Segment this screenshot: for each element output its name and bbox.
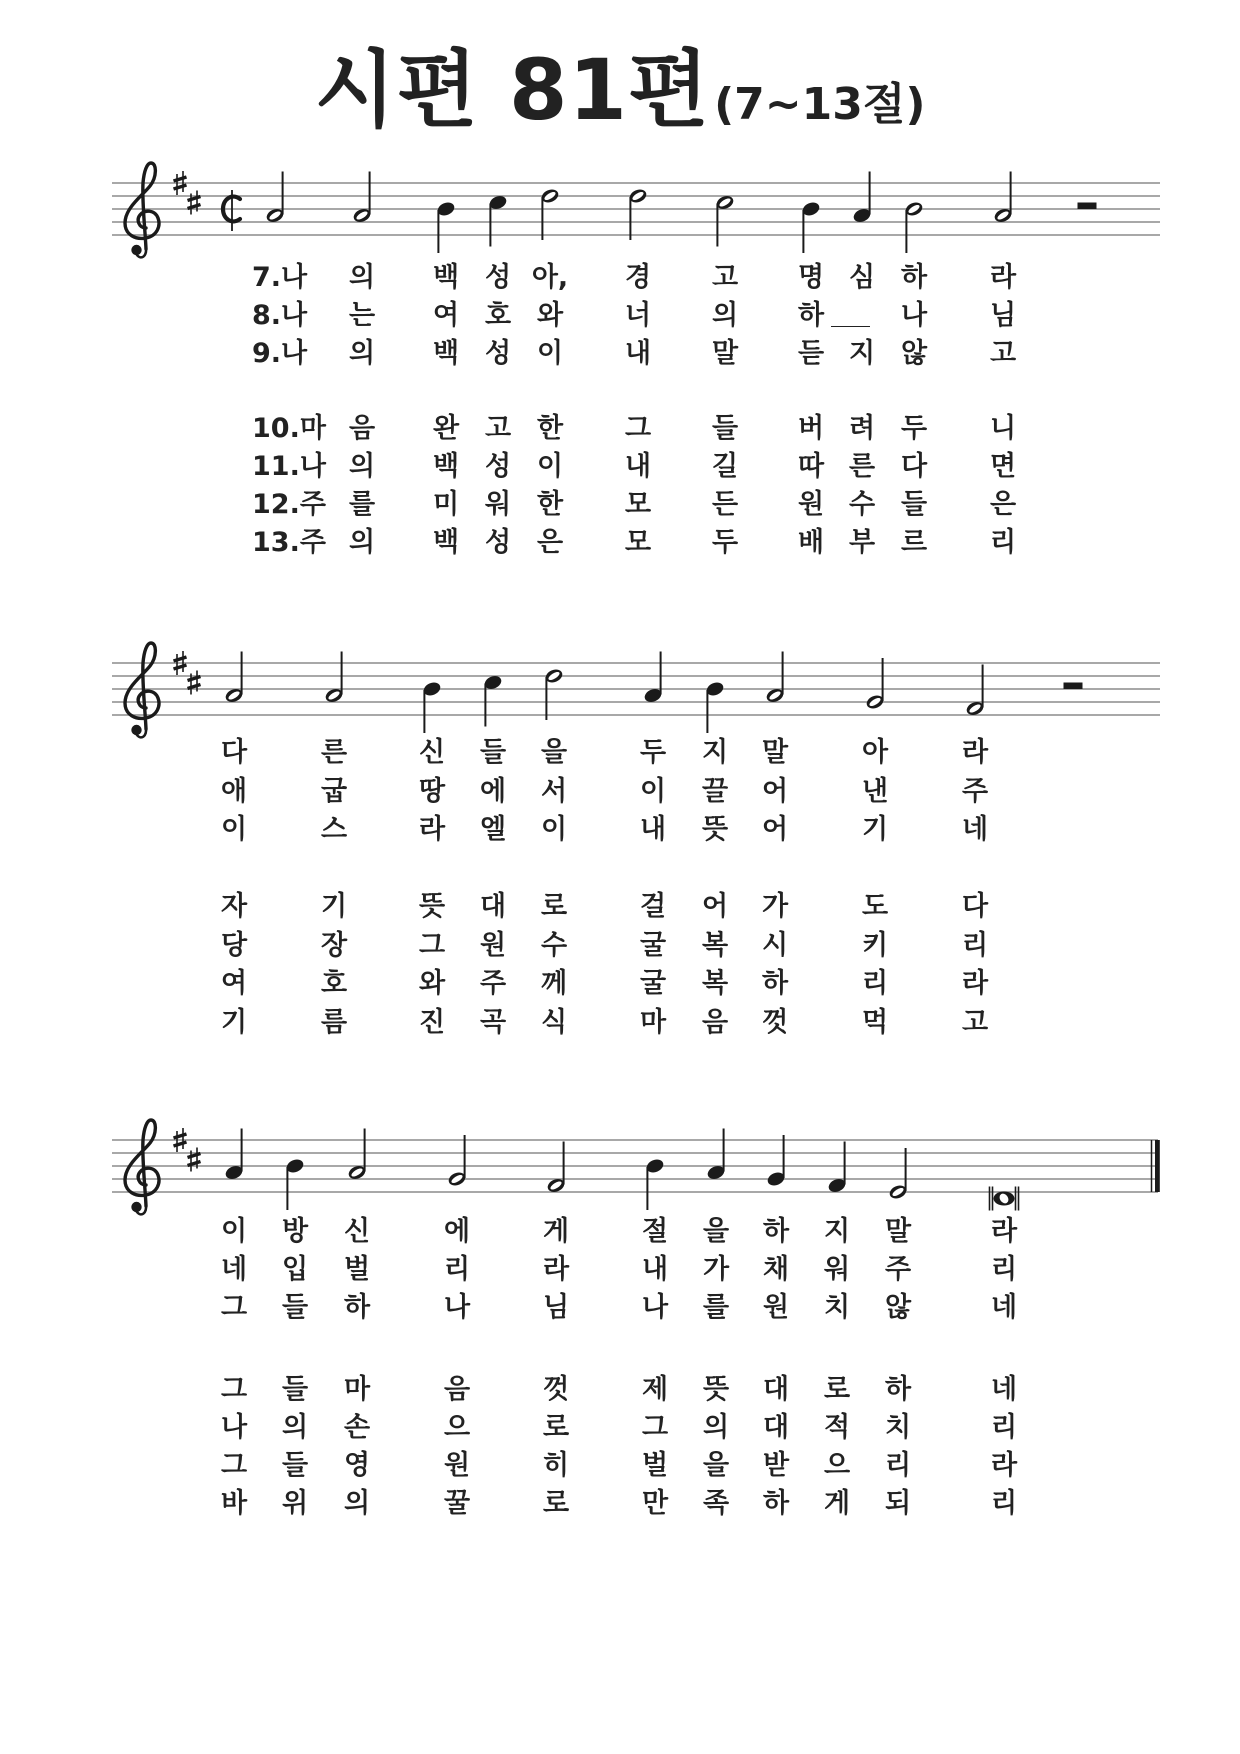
lyric-syllable: 먹 [861,1006,889,1038]
lyric-syllable: 이 [536,451,564,482]
lyric-syllable: 면 [989,451,1017,482]
lyric-syllable: 두 [711,527,739,558]
lyric-syllable: 기 [220,1006,248,1038]
lyric-syllable: 복 [701,929,729,961]
lyric-syllable: 을 [540,737,568,768]
lyric-syllable: 라 [990,1450,1018,1481]
lyric-syllable: 히 [542,1450,570,1481]
lyric-syllable: 걸 [639,891,667,922]
lyric-syllable: 땅 [418,775,446,807]
lyric-syllable: 서 [540,775,568,807]
lyric-syllable: 지 [823,1216,851,1247]
lyric-syllable: 들 [281,1450,309,1481]
lyric-syllable: 와 [418,968,446,999]
lyric-syllable: 네 [990,1292,1018,1323]
lyric-syllable: 시 [761,929,789,961]
lyric-syllable: 하 [762,1216,790,1247]
lyric-extender-line [831,326,870,327]
lyric-syllable-with-verse-number: 12.주 [252,489,326,520]
lyric-syllable: 네 [990,1374,1018,1405]
lyric-syllable: 주 [961,775,989,807]
lyric-syllable: 주 [479,968,507,999]
lyric-syllable: 게 [542,1216,570,1247]
lyric-syllable: 그 [624,413,652,444]
lyric-syllable: 하 [884,1374,912,1405]
lyric-syllable: 의 [343,1488,371,1519]
lyric-syllable: 주 [884,1254,912,1285]
lyric-syllable: 따 [797,451,825,482]
lyric-syllable: 의 [348,527,376,558]
lyric-syllable: 마 [343,1374,371,1405]
lyric-syllable: 나 [641,1292,669,1323]
lyric-syllable: 하 [900,262,928,293]
lyric-syllable: 은 [536,527,564,558]
lyric-syllable-with-verse-number: 10.마 [252,413,326,444]
lyric-syllable: 신 [418,737,446,768]
lyric-syllable: 고 [711,262,739,293]
lyric-syllable: 의 [348,262,376,293]
lyric-syllable: 이 [220,1216,248,1247]
lyric-syllable: 하 [343,1292,371,1323]
lyric-syllable: 그 [641,1412,669,1443]
lyric-syllable: 벌 [641,1450,669,1481]
lyric-syllable: 하 [761,968,789,999]
lyric-syllable: 대 [762,1374,790,1405]
lyric-syllable: 의 [711,300,739,331]
lyric-syllable: 적 [823,1412,851,1443]
lyric-syllable: 를 [348,489,376,520]
lyric-syllable: 수 [540,929,568,961]
lyric-syllable: 않 [900,338,928,369]
lyric-syllable: 길 [711,451,739,482]
lyric-syllable: 호 [484,300,512,331]
lyric-syllable: 낸 [861,775,889,807]
lyric-syllable: 자 [220,891,248,922]
lyric-syllable: 원 [762,1292,790,1323]
lyric-syllable: 않 [884,1292,912,1323]
lyric-syllable: 다 [220,737,248,768]
lyric-syllable: 제 [641,1374,669,1405]
lyric-syllable: 그 [418,929,446,961]
lyric-syllable-with-verse-number: 8.나 [252,300,308,331]
lyric-syllable: 에 [479,775,507,807]
lyric-syllable: 님 [989,300,1017,331]
lyric-syllable: 방 [281,1216,309,1247]
lyric-syllable: 이 [540,814,568,845]
lyric-syllable: 라 [961,968,989,999]
lyric-syllable: 나 [900,300,928,331]
lyric-syllable: 부 [848,527,876,558]
lyric-syllable: 이 [220,814,248,845]
lyric-syllable: 리 [989,527,1017,558]
lyric-syllable: 워 [484,489,512,520]
lyric-syllable: 심 [848,262,876,293]
lyric-syllable-with-verse-number: 9.나 [252,338,308,369]
lyric-syllable: 게 [823,1488,851,1519]
lyric-syllable: 신 [343,1216,371,1247]
lyric-syllable: 한 [536,489,564,520]
lyric-syllable: 여 [220,968,248,999]
title-verse-range: (7~13절) [714,79,926,130]
lyric-syllable: 꿀 [443,1488,471,1519]
lyric-syllable: 백 [432,451,460,482]
lyric-syllable: 으 [443,1412,471,1443]
lyric-syllable: 워 [823,1254,851,1285]
lyric-syllable: 경 [624,262,652,293]
lyric-syllable: 나 [443,1292,471,1323]
lyric-syllable: 어 [701,891,729,922]
lyric-syllable: 호 [320,968,348,999]
lyric-syllable: 리 [990,1254,1018,1285]
lyric-syllable: 름 [320,1006,348,1038]
lyric-syllable: 엘 [479,814,507,845]
lyric-syllable: 뜻 [701,814,729,845]
lyric-syllable: 니 [989,413,1017,444]
lyric-syllable: 의 [348,451,376,482]
lyric-syllable: 족 [702,1488,730,1519]
lyric-syllable: 듣 [797,338,825,369]
lyric-syllable: 리 [990,1412,1018,1443]
lyric-syllable: 받 [762,1450,790,1481]
lyric-syllable: 그 [220,1374,248,1405]
lyric-syllable: 들 [281,1292,309,1323]
lyric-syllable: 굴 [639,968,667,999]
lyric-syllable: 음 [443,1374,471,1405]
lyric-syllable: 하 [762,1488,790,1519]
lyric-syllable: 하 [797,300,825,331]
lyric-syllable: 에 [443,1216,471,1247]
lyric-syllable: 리 [961,929,989,961]
lyric-syllable: 위 [281,1488,309,1519]
lyric-syllable: 끌 [701,775,729,807]
lyric-syllable: 어 [761,775,789,807]
lyric-syllable: 의 [348,338,376,369]
lyric-syllable: 애 [220,775,248,807]
lyric-syllable: 로 [823,1374,851,1405]
lyric-syllable: 들 [479,737,507,768]
lyric-syllable: 뜻 [702,1374,730,1405]
lyric-syllable: 대 [762,1412,790,1443]
lyric-syllable: 들 [900,489,928,520]
lyric-syllable: 껏 [761,1006,789,1038]
lyric-syllable: 바 [220,1488,248,1519]
lyric-syllable: 그 [220,1450,248,1481]
lyric-syllable: 모 [624,527,652,558]
lyric-syllable: 리 [861,968,889,999]
lyric-syllable: 른 [848,451,876,482]
lyric-syllable: 로 [540,891,568,922]
lyric-syllable: 나 [220,1412,248,1443]
lyric-syllable: 배 [797,527,825,558]
lyric-syllable: 의 [281,1412,309,1443]
lyric-syllable: 아, [531,262,569,293]
lyric-syllable: 내 [624,338,652,369]
lyric-syllable: 장 [320,929,348,961]
lyric-syllable: 식 [540,1006,568,1038]
lyric-syllable: 음 [348,413,376,444]
lyric-syllable: 라 [542,1254,570,1285]
lyric-syllable: 진 [418,1006,446,1038]
lyric-syllable: 라 [989,262,1017,293]
lyric-syllable: 성 [484,451,512,482]
lyric-syllable: 들 [711,413,739,444]
lyric-syllable: 가 [702,1254,730,1285]
lyric-syllable: 내 [624,451,652,482]
lyric-syllable: 다 [900,451,928,482]
lyric-syllable-with-verse-number: 7.나 [252,262,308,293]
lyric-syllable: 백 [432,262,460,293]
lyric-syllable: 굴 [639,929,667,961]
lyric-syllable: 다 [961,891,989,922]
lyric-syllable: 버 [797,413,825,444]
lyric-syllable: 님 [542,1292,570,1323]
lyric-syllable: 으 [823,1450,851,1481]
lyric-syllable: 굽 [320,775,348,807]
lyric-syllable: 말 [711,338,739,369]
lyric-syllable: 고 [961,1006,989,1038]
lyric-syllable: 라 [418,814,446,845]
lyric-syllable: 여 [432,300,460,331]
lyric-syllable: 르 [900,527,928,558]
lyric-syllable: 성 [484,527,512,558]
lyric-syllable: 너 [624,300,652,331]
lyric-syllable: 되 [884,1488,912,1519]
lyric-syllable: 껏 [542,1374,570,1405]
lyric-syllable: 완 [432,413,460,444]
lyric-syllable: 한 [536,413,564,444]
lyric-syllable: 도 [861,891,889,922]
lyric-syllable: 고 [989,338,1017,369]
lyric-syllable: 그 [220,1292,248,1323]
lyric-syllable: 성 [484,262,512,293]
lyric-syllable: 원 [797,489,825,520]
lyric-syllable: 지 [701,737,729,768]
lyric-syllable: 영 [343,1450,371,1481]
lyric-syllable: 아 [861,737,889,768]
lyric-syllable: 로 [542,1412,570,1443]
title-main: 시편 81편 [314,41,711,139]
lyric-syllable: 만 [641,1488,669,1519]
lyric-syllable: 대 [479,891,507,922]
lyric-syllable: 복 [701,968,729,999]
lyric-syllable: 성 [484,338,512,369]
lyric-syllable: 이 [536,338,564,369]
lyric-syllable: 리 [443,1254,471,1285]
lyric-syllable: 입 [281,1254,309,1285]
lyric-syllable: 두 [639,737,667,768]
lyric-syllable: 든 [711,489,739,520]
lyric-syllable: 네 [961,814,989,845]
lyric-syllable: 치 [823,1292,851,1323]
lyric-syllable: 의 [702,1412,730,1443]
lyric-syllable: 원 [479,929,507,961]
lyric-syllable: 절 [641,1216,669,1247]
lyric-syllable: 곡 [479,1006,507,1038]
lyric-syllable: 리 [884,1450,912,1481]
lyric-syllable: 을 [702,1450,730,1481]
lyric-syllable: 음 [701,1006,729,1038]
lyric-syllable: 려 [848,413,876,444]
lyric-syllable: 기 [861,814,889,845]
lyric-syllable-with-verse-number: 11.나 [252,451,326,482]
lyric-syllable: 라 [990,1216,1018,1247]
lyric-syllable: 채 [762,1254,790,1285]
lyric-syllable: 마 [639,1006,667,1038]
lyric-syllable: 와 [536,300,564,331]
lyric-syllable: 스 [320,814,348,845]
lyric-syllable: 치 [884,1412,912,1443]
lyric-syllable: 들 [281,1374,309,1405]
lyric-syllable: 기 [320,891,348,922]
lyric-syllable: 지 [848,338,876,369]
lyric-syllable: 이 [639,775,667,807]
lyric-syllable: 뜻 [418,891,446,922]
lyric-syllable: 을 [702,1216,730,1247]
lyric-syllable: 백 [432,338,460,369]
lyric-syllable: 키 [861,929,889,961]
lyric-syllable: 라 [961,737,989,768]
lyric-syllable: 내 [639,814,667,845]
lyric-syllable: 어 [761,814,789,845]
lyric-syllable: 두 [900,413,928,444]
lyric-syllable-with-verse-number: 13.주 [252,527,326,558]
lyric-syllable: 른 [320,737,348,768]
lyric-syllable: 내 [641,1254,669,1285]
lyric-syllable: 가 [761,891,789,922]
lyric-syllable: 네 [220,1254,248,1285]
lyric-syllable: 께 [540,968,568,999]
lyric-syllable: 벌 [343,1254,371,1285]
lyric-syllable: 로 [542,1488,570,1519]
lyric-syllable: 명 [797,262,825,293]
lyric-syllable: 를 [702,1292,730,1323]
lyric-syllable: 말 [761,737,789,768]
lyric-syllable: 은 [989,489,1017,520]
lyric-syllable: 모 [624,489,652,520]
lyric-syllable: 당 [220,929,248,961]
lyric-syllable: 수 [848,489,876,520]
lyric-syllable: 리 [990,1488,1018,1519]
lyric-syllable: 백 [432,527,460,558]
lyric-syllable: 고 [484,413,512,444]
lyric-syllable: 손 [343,1412,371,1443]
lyric-syllable: 미 [432,489,460,520]
lyric-syllable: 말 [884,1216,912,1247]
lyric-syllable: 원 [443,1450,471,1481]
lyric-syllable: 는 [348,300,376,331]
